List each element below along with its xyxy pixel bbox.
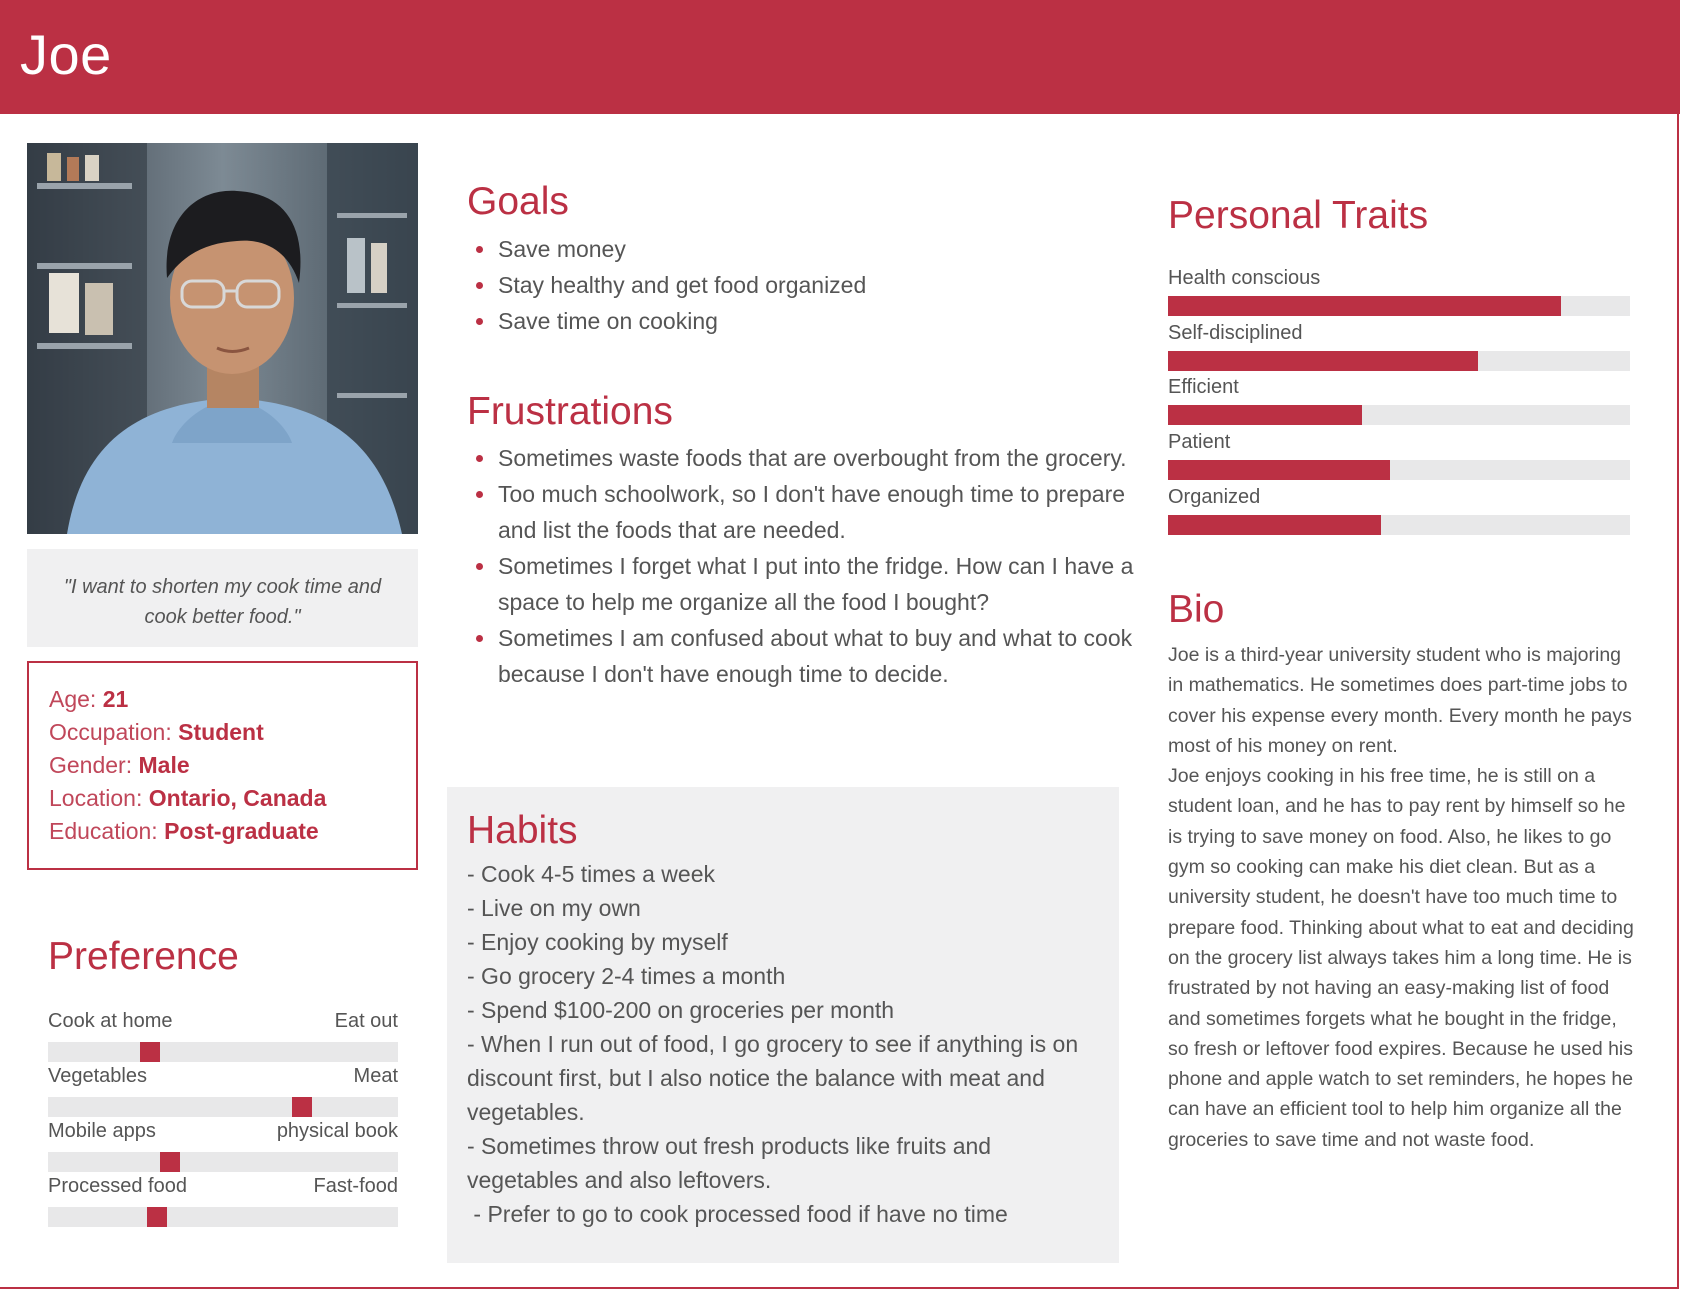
preference-left-label: Cook at home [48, 1010, 173, 1032]
preference-slider-track [48, 1152, 398, 1172]
preference-slider-track [48, 1207, 398, 1227]
trait-label: Health conscious [1168, 267, 1321, 289]
trait-bar-track [1168, 296, 1630, 316]
info-row-gender [49, 749, 416, 782]
preference-row [48, 1175, 398, 1227]
preference-left-label: Processed food [48, 1175, 187, 1197]
info-value: Student [178, 719, 264, 745]
preference-row [48, 1010, 398, 1062]
frustration-item: Sometimes I am confused about what to buy and what to cook because I don't have enough time to decide. [498, 620, 1138, 692]
preference-right-label: physical book [276, 1120, 398, 1142]
goal-item: Save money [498, 231, 1138, 267]
goals-title: Goals [467, 180, 569, 223]
frustration-item: Sometimes waste foods that are overbought from the grocery. [498, 440, 1138, 476]
preference-slider-track [48, 1042, 398, 1062]
habits-title: Habits [467, 809, 578, 852]
trait-row [1168, 484, 1630, 535]
preference-slider-marker [147, 1207, 167, 1227]
info-key: Age: [49, 686, 97, 712]
info-row-education [49, 815, 416, 848]
portrait-image [27, 143, 418, 534]
info-value: 21 [102, 686, 129, 712]
traits-title: Personal Traits [1168, 194, 1429, 237]
info-row-location [49, 782, 416, 815]
trait-label: Patient [1168, 431, 1231, 453]
persona-photo [27, 143, 418, 534]
info-row-age [49, 683, 416, 716]
bio-text [1168, 640, 1638, 1155]
trait-label: Self-disciplined [1168, 322, 1303, 344]
trait-bar-fill [1168, 405, 1362, 425]
preference-slider-marker [292, 1097, 312, 1117]
trait-label: Efficient [1168, 376, 1239, 398]
header-bar [0, 0, 1680, 114]
preference-right-label: Meat [353, 1065, 398, 1087]
bio-title: Bio [1168, 588, 1225, 631]
habit-item: - Prefer to go to cook processed food if have no time [467, 1201, 1008, 1227]
trait-bar-track [1168, 460, 1630, 480]
frustration-item: Too much schoolwork, so I don't have enough time to prepare and list the foods that are needed. [498, 476, 1138, 548]
trait-bar-fill [1168, 296, 1561, 316]
trait-label: Organized [1168, 486, 1261, 508]
trait-row [1168, 320, 1630, 371]
info-key: Occupation: [49, 719, 172, 745]
preference-title: Preference [48, 935, 239, 978]
preference-row [48, 1065, 398, 1117]
habit-item: - When I run out of food, I go grocery to see if anything is on discount first, but I also notice the balance with meat and vegetables. [467, 1031, 1079, 1125]
habit-item: - Live on my own [467, 895, 641, 921]
info-value: Post-graduate [164, 818, 319, 844]
info-value: Ontario, Canada [148, 785, 327, 811]
habit-item: - Enjoy cooking by myself [467, 929, 728, 955]
habit-item: - Sometimes throw out fresh products like fruits and vegetables and also leftovers. [467, 1133, 992, 1193]
frustrations-title: Frustrations [467, 390, 673, 433]
habit-item: - Go grocery 2-4 times a month [467, 963, 786, 989]
preference-left-label: Mobile apps [48, 1120, 156, 1142]
trait-row [1168, 429, 1630, 480]
habit-item: - Spend $100-200 on groceries per month [467, 997, 895, 1023]
persona-name: Joe [20, 23, 112, 86]
trait-bar-track [1168, 351, 1630, 371]
preference-left-label: Vegetables [48, 1065, 147, 1087]
preference-slider-marker [160, 1152, 180, 1172]
trait-row [1168, 374, 1630, 425]
bio-paragraph: Joe is a third-year university student who is majoring in mathematics. He sometimes does part-time jobs to cover his expense every month. Every month he pays most of his money on rent. [1168, 644, 1632, 757]
preference-right-label: Fast-food [313, 1175, 398, 1197]
goals-list [468, 231, 1138, 339]
info-key: Gender: [49, 752, 133, 778]
persona-quote: "I want to shorten my cook time and cook better food." [27, 549, 418, 647]
habit-item: - Cook 4-5 times a week [467, 861, 715, 887]
trait-bar-track [1168, 515, 1630, 535]
trait-bar-track [1168, 405, 1630, 425]
demographics-box [27, 661, 418, 870]
trait-bar-fill [1168, 515, 1381, 535]
preference-slider-marker [140, 1042, 160, 1062]
info-key: Education: [49, 818, 158, 844]
frustrations-list [468, 440, 1138, 692]
trait-bar-fill [1168, 351, 1478, 371]
goal-item: Stay healthy and get food organized [498, 267, 1138, 303]
info-value: Male [138, 752, 190, 778]
preference-slider-track [48, 1097, 398, 1117]
trait-bar-fill [1168, 460, 1390, 480]
info-key: Location: [49, 785, 143, 811]
goal-item: Save time on cooking [498, 303, 1138, 339]
preference-row [48, 1120, 398, 1172]
trait-row [1168, 265, 1630, 316]
preference-right-label: Eat out [334, 1010, 398, 1032]
frustration-item: Sometimes I forget what I put into the fridge. How can I have a space to help me organize all the food I bought? [498, 548, 1138, 620]
info-row-occupation [49, 716, 416, 749]
habits-panel [447, 787, 1119, 1263]
bio-paragraph: Joe enjoys cooking in his free time, he is still on a student loan, and he has to pay rent by himself so he is trying to save money on food. Also, he likes to go gym so cooking can make his diet clean. But as a university student, he doesn't have too much time to prepare food. Thinking about what to eat and deciding on the grocery list always takes him a long time. He is frustrated by not having an easy-making list of food and sometimes forgets what he bought in the fridge, so fresh or leftover food expires. Because he used his phone and apple watch to set reminders, he hopes he can have an efficient tool to help him organize all the groceries to save time and not waste food. [1168, 765, 1634, 1151]
